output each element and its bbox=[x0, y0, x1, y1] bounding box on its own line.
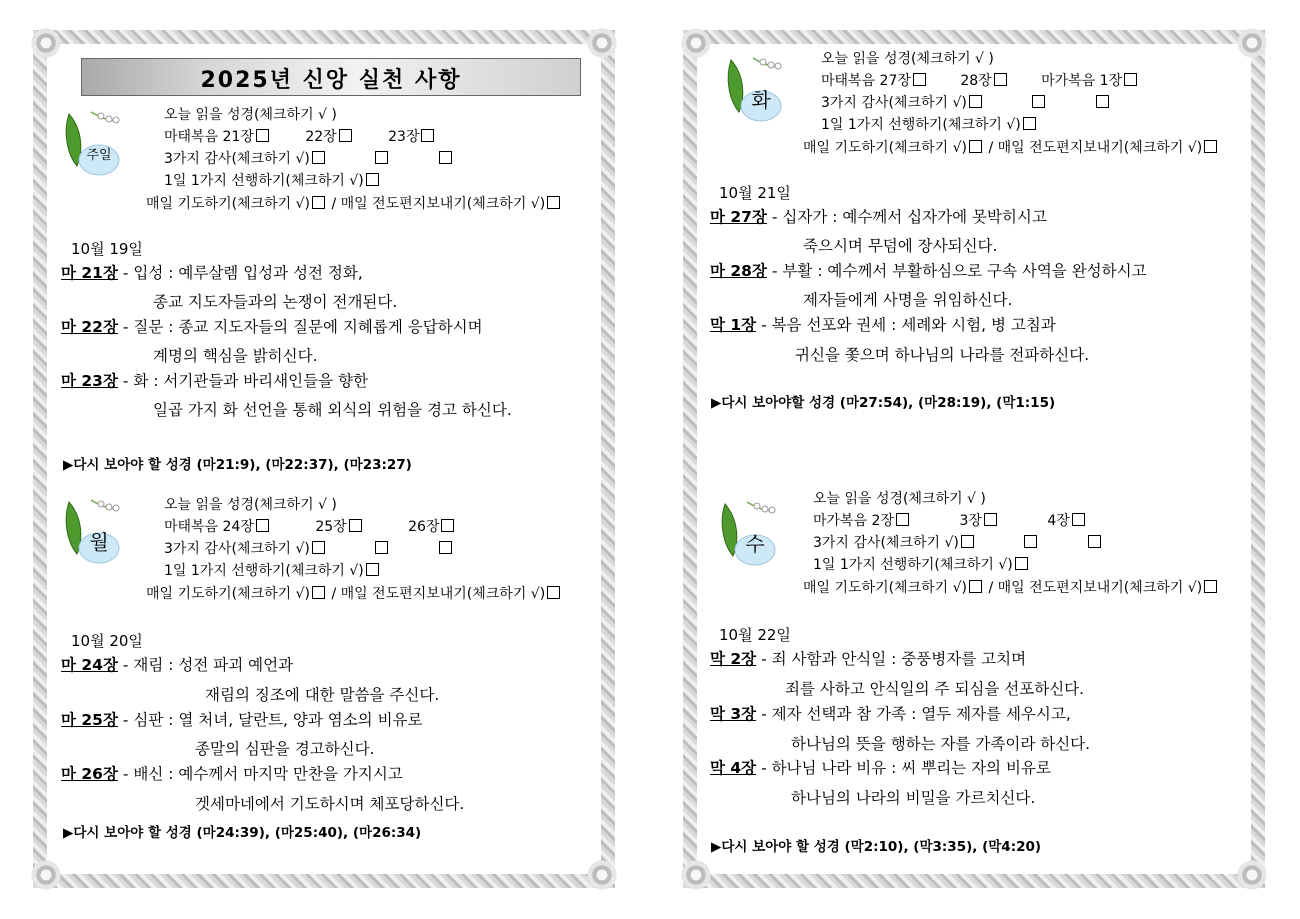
reading-row: 마가복음 2장 3장 4장 bbox=[813, 512, 1087, 530]
date-heading: 10월 19일 bbox=[71, 240, 143, 258]
review-verses: ▶다시 보아야 할 성경 (마21:9), (마22:37), (마23:27) bbox=[63, 457, 412, 473]
checkbox[interactable] bbox=[1124, 73, 1137, 86]
day-label: 주일 bbox=[86, 148, 112, 163]
corner-ornament bbox=[585, 26, 619, 60]
chapter-ref: 막 2장 bbox=[710, 650, 757, 668]
checkbox[interactable] bbox=[439, 541, 452, 554]
reading-row: 마태복음 27장 28장 마가복음 1장 bbox=[821, 72, 1139, 90]
entry: 막 2장 - 죄 사함과 안식일 : 중풍병자를 고치며 bbox=[710, 650, 1027, 668]
entry-continuation: 종교 지도자들과의 논쟁이 전개된다. bbox=[153, 293, 398, 311]
date-heading: 10월 21일 bbox=[719, 184, 791, 202]
entry: 마 26장 - 배신 : 예수께서 마지막 만찬을 가지시고 bbox=[61, 765, 403, 783]
checkbox[interactable] bbox=[256, 519, 269, 532]
checkbox[interactable] bbox=[439, 151, 452, 164]
entry-continuation: 하나님의 뜻을 행하는 자를 가족이라 하신다. bbox=[791, 735, 1091, 753]
thanks-row: 3가지 감사(체크하기 √) bbox=[821, 94, 1111, 112]
checkbox[interactable] bbox=[913, 73, 926, 86]
corner-ornament bbox=[1235, 858, 1269, 892]
chapter-ref: 마 22장 bbox=[61, 318, 118, 336]
day-label: 화 bbox=[751, 88, 771, 112]
deed-row: 1일 1가지 선행하기(체크하기 √) bbox=[813, 556, 1030, 574]
checkbox[interactable] bbox=[1023, 117, 1036, 130]
deed-row: 1일 1가지 선행하기(체크하기 √) bbox=[821, 116, 1038, 134]
entry: 막 4장 - 하나님 나라 비유 : 씨 뿌리는 자의 비유로 bbox=[710, 759, 1051, 777]
prayer-row: 매일 기도하기(체크하기 √) / 매일 전도편지보내기(체크하기 √) bbox=[803, 579, 1219, 597]
checkbox[interactable] bbox=[1032, 95, 1045, 108]
corner-ornament bbox=[679, 26, 713, 60]
chapter-ref: 마 23장 bbox=[61, 372, 118, 390]
checkbox[interactable] bbox=[375, 541, 388, 554]
checkbox[interactable] bbox=[375, 151, 388, 164]
day-label: 월 bbox=[89, 530, 109, 554]
checkbox[interactable] bbox=[994, 73, 1007, 86]
entry-continuation: 종말의 심판을 경고하신다. bbox=[195, 740, 375, 758]
entry: 마 23장 - 화 : 서기관들과 바리새인들을 향한 bbox=[61, 372, 368, 390]
entry: 막 3장 - 제자 선택과 참 가족 : 열두 제자를 세우시고, bbox=[710, 705, 1071, 723]
date-heading: 10월 22일 bbox=[719, 626, 791, 644]
deed-row: 1일 1가지 선행하기(체크하기 √) bbox=[164, 562, 381, 580]
checkbox[interactable] bbox=[1088, 535, 1101, 548]
reading-label: 오늘 읽을 성경(체크하기 √ ) bbox=[164, 497, 337, 513]
leaf-icon bbox=[61, 496, 127, 568]
checkbox[interactable] bbox=[312, 151, 325, 164]
checkbox[interactable] bbox=[256, 129, 269, 142]
corner-ornament bbox=[29, 26, 63, 60]
checkbox[interactable] bbox=[366, 173, 379, 186]
chapter-ref: 마 27장 bbox=[710, 208, 767, 226]
prayer-row: 매일 기도하기(체크하기 √) / 매일 전도편지보내기(체크하기 √) bbox=[803, 139, 1219, 157]
checkbox[interactable] bbox=[349, 519, 362, 532]
leaf-icon bbox=[61, 108, 127, 180]
reading-label: 오늘 읽을 성경(체크하기 √ ) bbox=[164, 107, 337, 123]
checkbox[interactable] bbox=[1024, 535, 1037, 548]
reading-row: 마태복음 21장 22장 23장 bbox=[164, 128, 436, 146]
checkbox[interactable] bbox=[969, 580, 982, 593]
checkbox[interactable] bbox=[312, 196, 325, 209]
entry-continuation: 제자들에게 사명을 위임하신다. bbox=[803, 291, 1013, 309]
entry-continuation: 계명의 핵심을 밝히신다. bbox=[153, 347, 318, 365]
chapter-ref: 마 25장 bbox=[61, 711, 118, 729]
checkbox[interactable] bbox=[312, 586, 325, 599]
checkbox[interactable] bbox=[547, 196, 560, 209]
checkbox[interactable] bbox=[339, 129, 352, 142]
checkbox[interactable] bbox=[1015, 557, 1028, 570]
entry: 마 24장 - 재림 : 성전 파괴 예언과 bbox=[61, 656, 294, 674]
entry-continuation: 일곱 가지 화 선언을 통해 외식의 위험을 경고 하신다. bbox=[153, 401, 512, 419]
reading-row: 마태복음 24장 25장 26장 bbox=[164, 518, 456, 536]
left-page bbox=[33, 30, 615, 888]
chapter-ref: 마 28장 bbox=[710, 262, 767, 280]
chapter-ref: 막 3장 bbox=[710, 705, 757, 723]
deed-row: 1일 1가지 선행하기(체크하기 √) bbox=[164, 172, 381, 190]
reading-label: 오늘 읽을 성경(체크하기 √ ) bbox=[821, 51, 994, 67]
thanks-row: 3가지 감사(체크하기 √) bbox=[164, 150, 454, 168]
checkbox[interactable] bbox=[969, 140, 982, 153]
date-heading: 10월 20일 bbox=[71, 632, 143, 650]
checkbox[interactable] bbox=[1204, 580, 1217, 593]
entry-continuation: 죽으시며 무덤에 장사되신다. bbox=[803, 237, 998, 255]
entry-continuation: 재림의 징조에 대한 말씀을 주신다. bbox=[205, 686, 440, 704]
entry-continuation: 겟세마네에서 기도하시며 체포당하신다. bbox=[195, 795, 465, 813]
entry: 마 25장 - 심판 : 열 처녀, 달란트, 양과 염소의 비유로 bbox=[61, 711, 423, 729]
entry: 막 1장 - 복음 선포와 권세 : 세례와 시험, 병 고침과 bbox=[710, 316, 1056, 334]
chapter-ref: 마 24장 bbox=[61, 656, 118, 674]
corner-ornament bbox=[585, 858, 619, 892]
entry: 마 22장 - 질문 : 종교 지도자들의 질문에 지혜롭게 응답하시며 bbox=[61, 318, 483, 336]
checkbox[interactable] bbox=[1072, 513, 1085, 526]
day-label: 수 bbox=[745, 532, 765, 556]
chapter-ref: 막 4장 bbox=[710, 759, 757, 777]
checkbox[interactable] bbox=[547, 586, 560, 599]
leaf-icon bbox=[723, 54, 789, 126]
prayer-row: 매일 기도하기(체크하기 √) / 매일 전도편지보내기(체크하기 √) bbox=[146, 195, 562, 213]
checkbox[interactable] bbox=[421, 129, 434, 142]
entry-continuation: 죄를 사하고 안식일의 주 되심을 선포하신다. bbox=[785, 680, 1085, 698]
review-verses: ▶다시 보아야 할 성경 (마24:39), (마25:40), (마26:34) bbox=[63, 825, 422, 841]
title-banner bbox=[81, 58, 581, 96]
corner-ornament bbox=[1235, 26, 1269, 60]
right-page bbox=[683, 30, 1265, 888]
thanks-row: 3가지 감사(체크하기 √) bbox=[813, 534, 1103, 552]
checkbox[interactable] bbox=[1204, 140, 1217, 153]
chapter-ref: 마 26장 bbox=[61, 765, 118, 783]
corner-ornament bbox=[679, 858, 713, 892]
checkbox[interactable] bbox=[1096, 95, 1109, 108]
thanks-row: 3가지 감사(체크하기 √) bbox=[164, 540, 454, 558]
leaf-icon bbox=[717, 498, 783, 570]
entry: 마 28장 - 부활 : 예수께서 부활하심으로 구속 사역을 완성하시고 bbox=[710, 262, 1147, 280]
entry: 마 27장 - 십자가 : 예수께서 십자가에 못박히시고 bbox=[710, 208, 1047, 226]
corner-ornament bbox=[29, 858, 63, 892]
checkbox[interactable] bbox=[441, 519, 454, 532]
prayer-row: 매일 기도하기(체크하기 √) / 매일 전도편지보내기(체크하기 √) bbox=[146, 585, 562, 603]
checkbox[interactable] bbox=[969, 95, 982, 108]
checkbox[interactable] bbox=[366, 563, 379, 576]
checkbox[interactable] bbox=[896, 513, 909, 526]
page-title: 2025년 신앙 실천 사항 bbox=[200, 68, 462, 93]
chapter-ref: 마 21장 bbox=[61, 264, 118, 282]
chapter-ref: 막 1장 bbox=[710, 316, 757, 334]
reading-label: 오늘 읽을 성경(체크하기 √ ) bbox=[813, 491, 986, 507]
checkbox[interactable] bbox=[961, 535, 974, 548]
entry-continuation: 하나님의 나라의 비밀을 가르치신다. bbox=[791, 789, 1036, 807]
review-verses: ▶다시 보아야 할 성경 (막2:10), (막3:35), (막4:20) bbox=[711, 839, 1042, 855]
checkbox[interactable] bbox=[312, 541, 325, 554]
checkbox[interactable] bbox=[984, 513, 997, 526]
entry: 마 21장 - 입성 : 예루살렘 입성과 성전 정화, bbox=[61, 264, 363, 282]
entry-continuation: 귀신을 쫓으며 하나님의 나라를 전파하신다. bbox=[795, 346, 1090, 364]
review-verses: ▶다시 보아야할 성경 (마27:54), (마28:19), (막1:15) bbox=[711, 395, 1056, 411]
